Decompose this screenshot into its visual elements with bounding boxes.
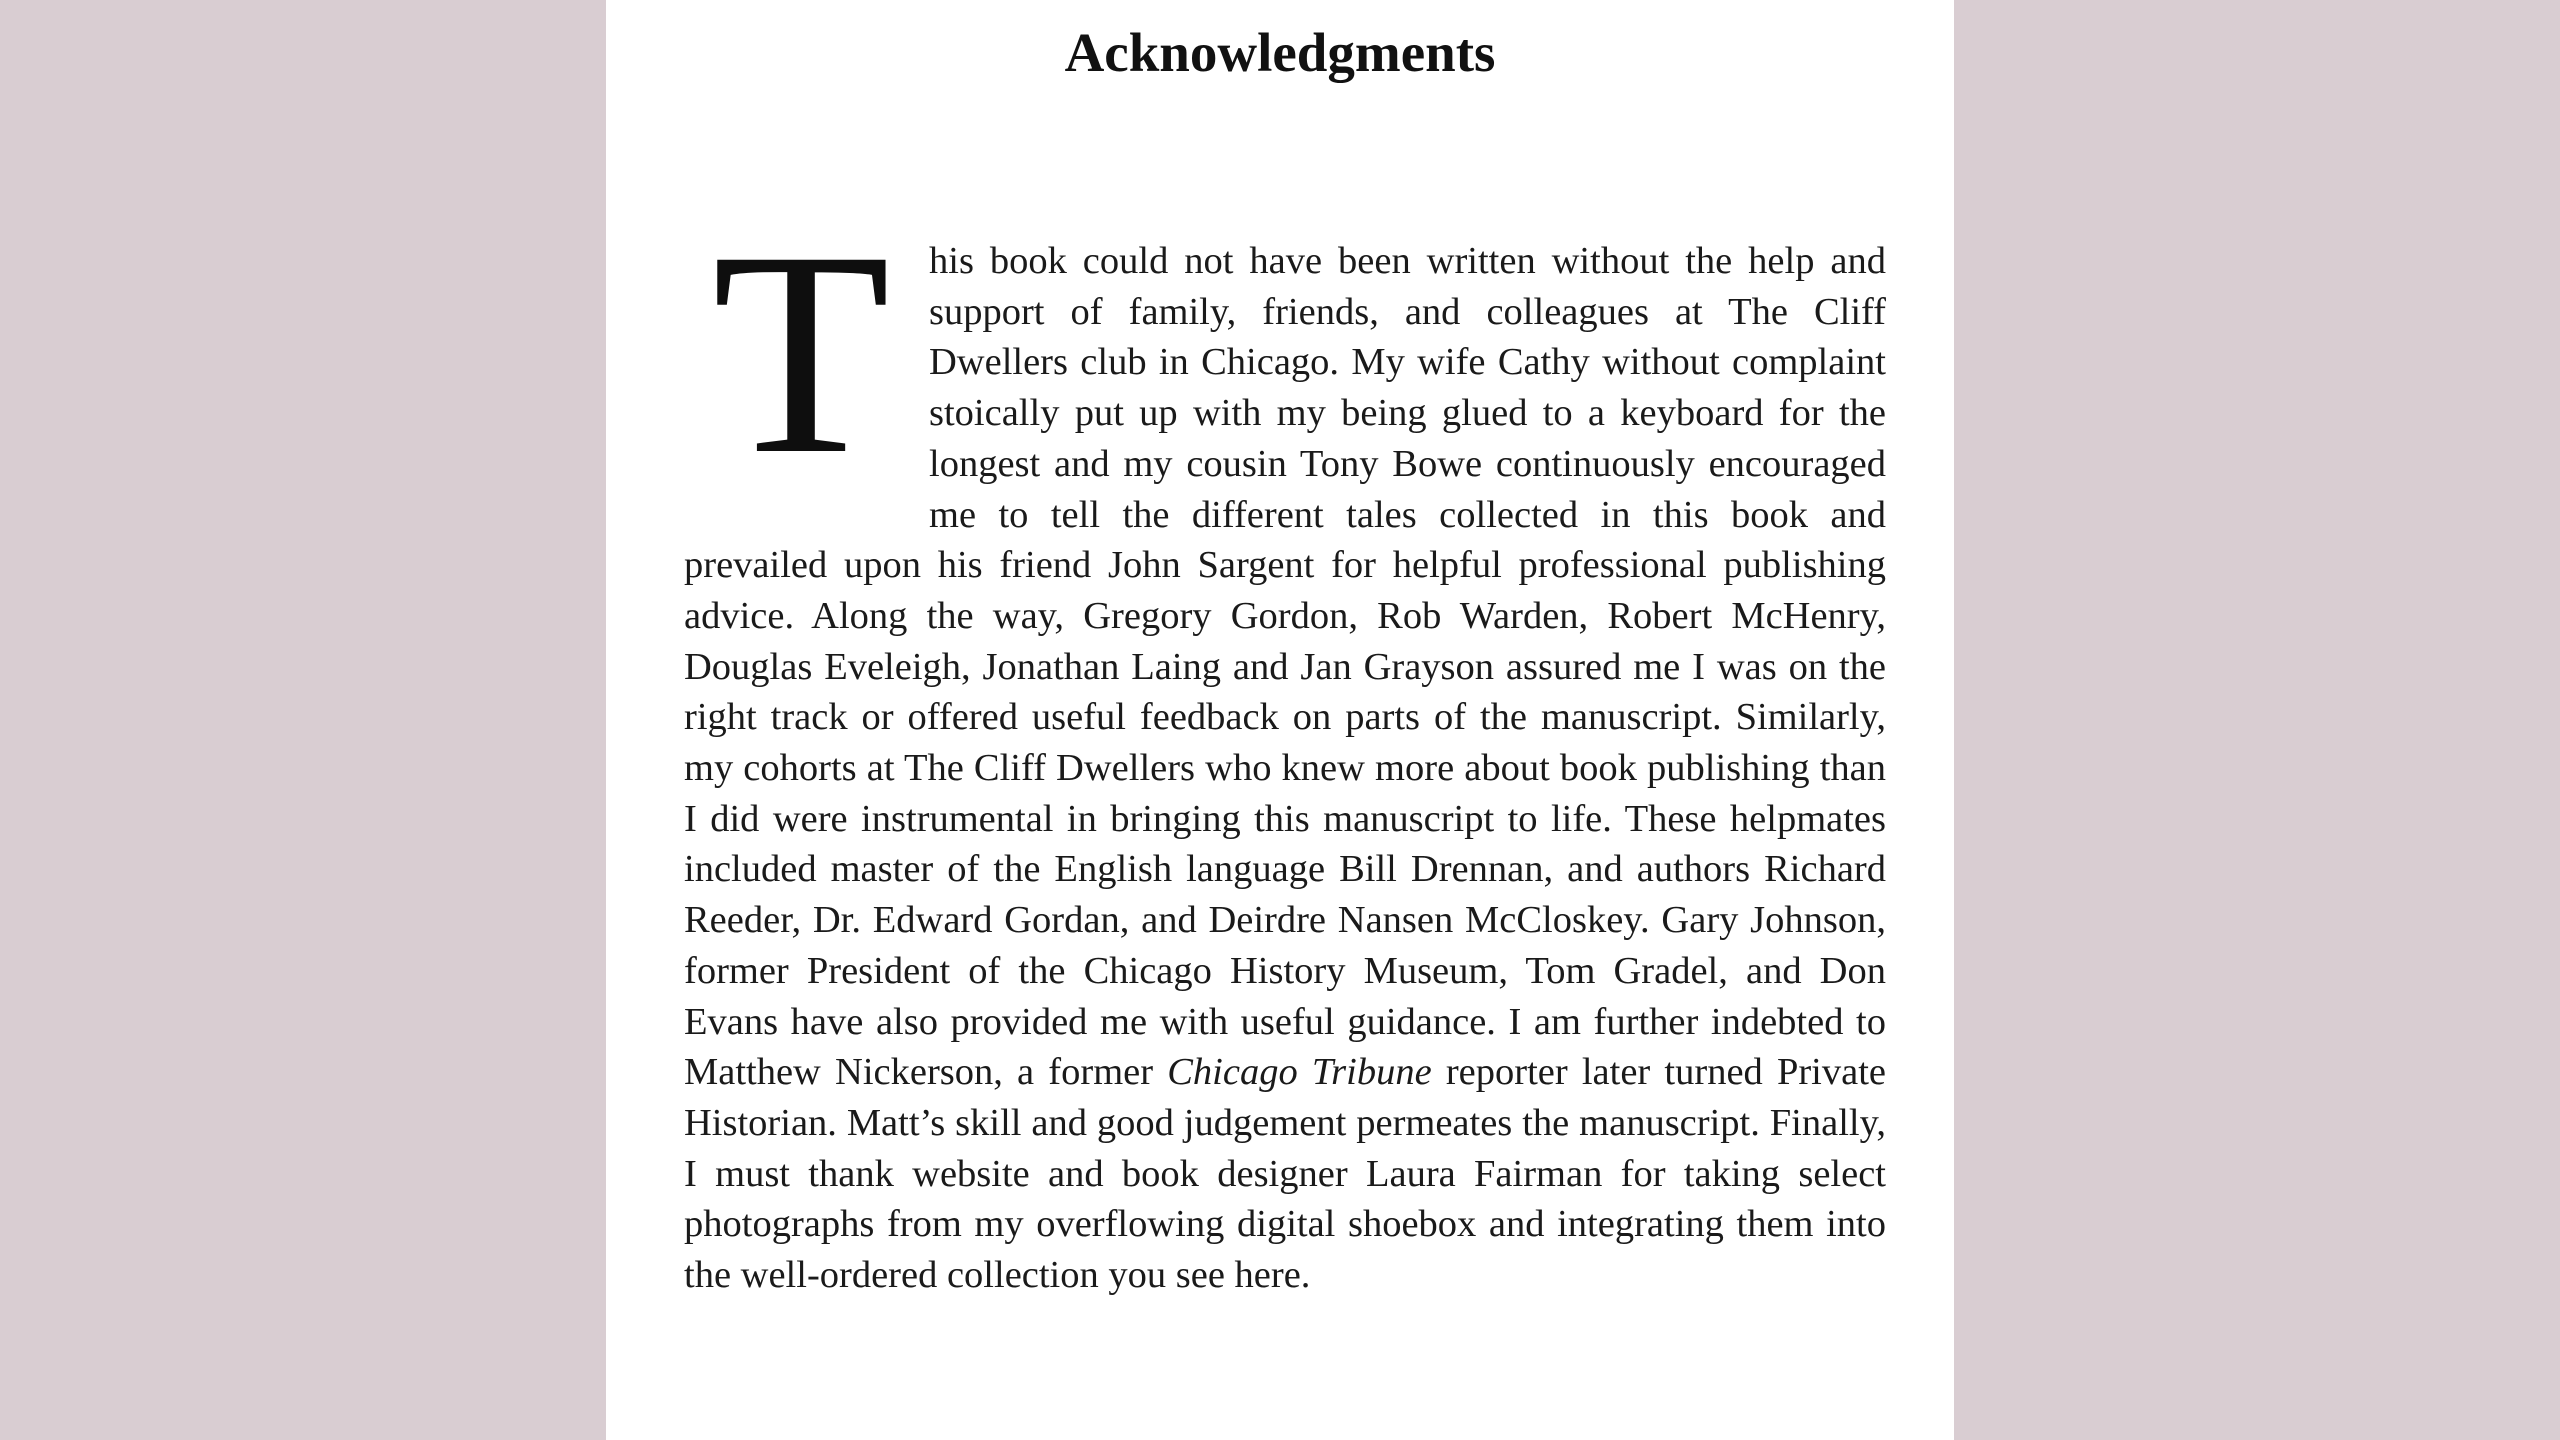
italic-publication-name: Chicago Tribune [1167,1051,1432,1094]
paragraph-text-end: reporter later turned Private Historian. Matt’s skill and good judgement permeates the manuscript. Finally, I must thank website and book designer Laura Fairman for taking select photographs from my overflowing digital shoebox and integrating them into the well-ordered collection you see here. [684,1051,1887,1297]
page-title: Acknowledgments [1064,22,1496,83]
acknowledgments-paragraph [684,192,1887,1301]
paragraph-text-start: his book could not have been written without the help and support of family, friends, and colleagues at The Cliff Dwellers club in Chicago. My wife Cathy without complaint stoically put up with my being glued to a keyboard for the longest and my cousin Tony Bowe continuously encouraged me to tell the different tales collected in this book and prevailed upon his friend John Sargent for helpful professional publishing advice. Along the way, Gregory Gordon, Rob Warden, Robert McHenry, Douglas Eveleigh, Jonathan Laing and Jan Grayson assured me I was on the right track or offered useful feedback on parts of the manuscript. Similarly, my cohorts at The Cliff Dwellers who knew more about book publishing than I did were instrumental in bringing this manuscript to life. These helpmates included master of the English language Bill Drennan, and authors Richard Reeder, Dr. Edward Gordan, and Deirdre Nansen McCloskey. Gary Johnson, former President of the Chicago History Museum, Tom Gradel, and Don Evans have also provided me with useful guidance. I am further indebted to Matthew Nickerson, a former [684,240,1886,1094]
drop-cap [684,192,929,536]
document-page [606,0,1954,1440]
drop-cap-letter: T [712,192,891,515]
